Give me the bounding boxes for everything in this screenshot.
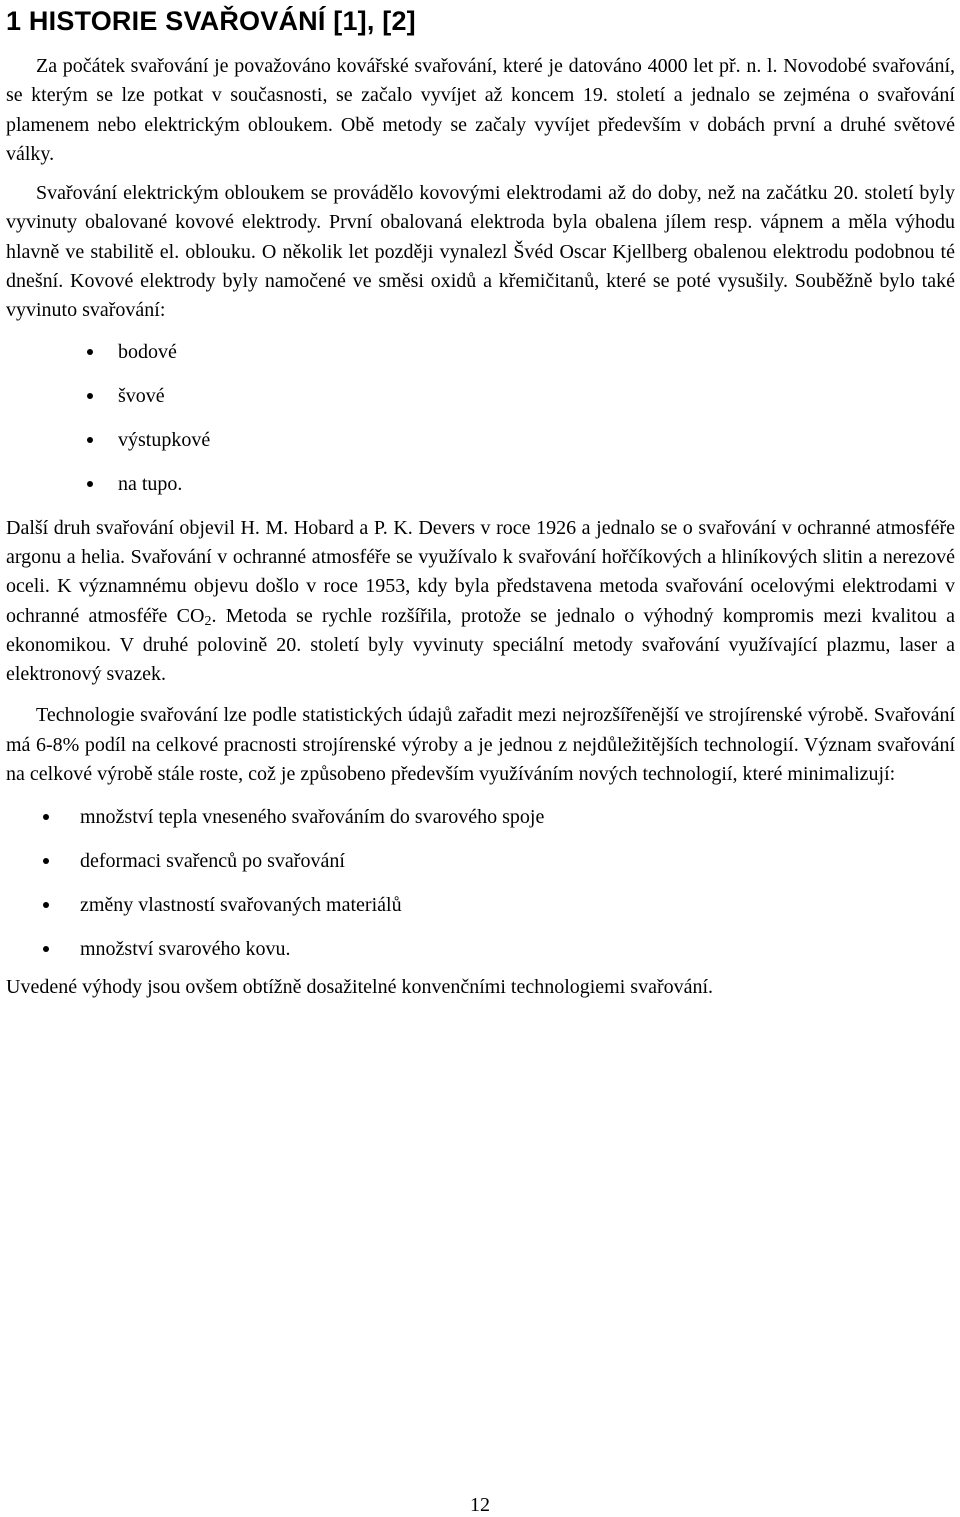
paragraph-text: . Metoda se rychle rozšířila, protože se jednalo o výhodný kompromis mezi kvalitou a ekonomikou. V druhé polovině 20. století byly vyvinuty speciální metody svařování využívající plazmu, laser a elektronový svazek. [6,604,956,686]
paragraph-shielded-welding [6,514,955,690]
list-item: na tupo. [6,462,955,506]
list-item: výstupkové [6,418,955,462]
document-page [6,0,955,1003]
subscript: 2 [204,613,212,629]
section-heading: 1 HISTORIE SVAŘOVÁNÍ [1], [2] [6,6,416,36]
list-item: švové [6,374,955,418]
list-item: množství tepla vneseného svařováním do svarového spoje [6,795,955,839]
paragraph-technology: Technologie svařování lze podle statistických údajů zařadit mezi nejrozšířenější ve strojírenské výrobě. Svařování má 6-8% podíl na celkové pracnosti strojírenské výroby a je jednou z nejdůležitějších technologií. Význam svařování na celkové výrobě stále roste, což je způsobeno především využíváním nových technologií, které minimalizují: [6,704,955,786]
list-item: deformaci svařenců po svařování [6,839,955,883]
paragraph-electrodes: Svařování elektrickým obloukem se provádělo kovovými elektrodami až do doby, než na začátku 20. století byly vyvinuty obalované kovové elektrody. První obalovaná elektroda byla obalena jílem resp. vápnem a měla výhodu hlavně ve stabilitě el. oblouku. O několik let později vynalezl Švéd Oscar Kjellberg obalenou elektrodu podobnou té dnešní. Kovové elektrody byly namočené ve směsi oxidů a křemičitanů, které se poté vysušily. Souběžně bylo také vyvinuto svařování: [6,182,955,322]
minimized-items-list [6,795,955,971]
welding-types-list [6,330,955,506]
list-item: množství svarového kovu. [6,927,955,971]
paragraph-text: Další druh svařování objevil H. M. Hobard a P. K. Devers v roce 1926 a jednalo se o svařování v ochranné atmosféře argonu a helia. Svařování v ochranné atmosféře se využívalo k svařování hořčíkových a hliníkových slitin a nerezové oceli. K významnému objevu došlo v roce 1953, kdy byla představena metoda svařování ocelovými elektrodami v ochranné atmosféře CO [6,516,955,627]
list-item: změny vlastností svařovaných materiálů [6,883,955,927]
page-number: 12 [470,1494,490,1516]
paragraph-conclusion: Uvedené výhody jsou ovšem obtížně dosažitelné konvenčními technologiemi svařování. [6,976,714,999]
paragraph-history-intro: Za počátek svařování je považováno kovářské svařování, které je datováno 4000 let př. n. l. Novodobé svařování, se kterým se lze potkat v současnosti, se začalo vyvíjet až koncem 19. století a jednalo se zejména o svařování plamenem nebo elektrickým obloukem. Obě metody se začaly vyvíjet především v dobách první a druhé světové války. [6,55,955,165]
list-item: bodové [6,330,955,374]
